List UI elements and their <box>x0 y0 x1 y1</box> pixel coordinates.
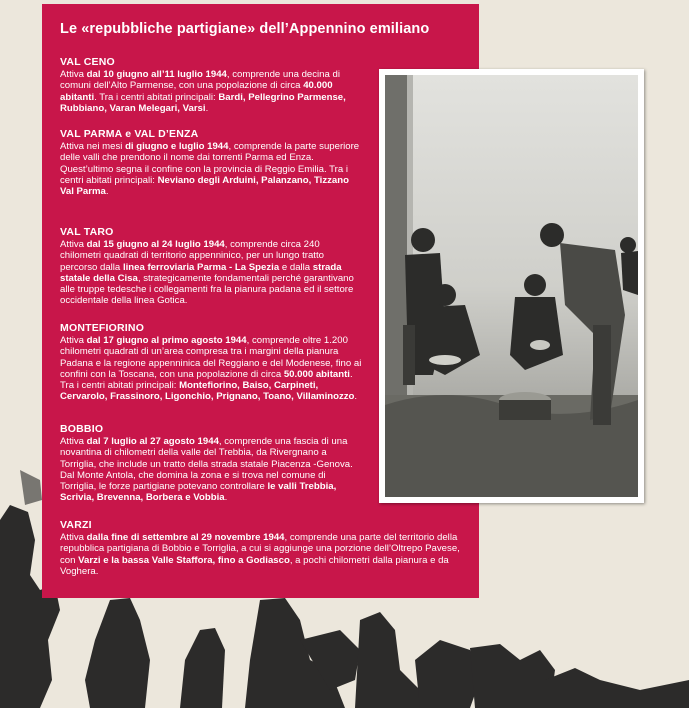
section-text-run: . Tra i centri abitati principali: <box>60 368 353 392</box>
historical-photo-frame <box>379 69 644 503</box>
section-text-bold: dal 10 giugno all’11 luglio 1944 <box>86 69 227 80</box>
section-text-bold: 40.000 abitanti <box>60 80 333 103</box>
section-text <box>60 141 363 197</box>
section-text-run: , comprende oltre 1.200 chilometri quadrati di un’area compresa tra i margini della pianura Padana e la regione appenninica del Reggiano e del Modenese, fino ai confini con la Toscana, con una popolazione di circa <box>60 335 362 380</box>
section-text-run: , comprende una parte del territorio della repubblica partigiana di Bobbio e Torriglia, a cui si aggiunge una porzione dell’Oltrepo Pavese, con <box>60 532 460 566</box>
section-text-bold: Montefiorino, Baiso, Carpineti, Cervarolo, Frassinoro, Ligonchio, Prignano, Toano, Villaminozzo <box>60 380 355 403</box>
section-text-run: . <box>205 102 209 114</box>
section-text <box>60 335 363 403</box>
section-text-run: Attiva <box>60 335 87 346</box>
section-text-bold: dal 15 giugno al 24 luglio 1944 <box>86 239 225 250</box>
section-text <box>60 436 363 504</box>
section-text-run: . <box>354 391 358 403</box>
section-text-bold: dalla fine di settembre al 29 novembre 1944 <box>86 532 285 543</box>
section-title: MONTEFIORINO <box>60 322 145 334</box>
section-text-run: , a pochi chilometri dalla pianura e da Voghera. <box>60 554 449 577</box>
section-text-run: e dalla <box>279 261 313 273</box>
section-text-bold: Bardi, Pellegrino Parmense, Rubbiano, Varan Melegari, Varsi <box>60 91 346 114</box>
section-text-bold: linea ferroviaria Parma - La Spezia <box>122 261 280 273</box>
section-text-bold: 50.000 abitanti <box>283 368 350 380</box>
section-text-bold: Varzi e la bassa Valle Staffora, fino a Godiasco <box>78 554 290 566</box>
section-text-run: . <box>105 186 109 198</box>
section-text-run: , comprende circa 240 chilometri quadrati di territorio appenninico, per un lungo tratto percorso dalla <box>60 239 324 273</box>
section-text-bold: dal 7 luglio al 27 agosto 1944 <box>86 436 219 447</box>
page-title: Le «repubbliche partigiane» dell’Appennino emiliano <box>60 21 430 37</box>
section-text-bold: di giugno e luglio 1944 <box>125 141 229 152</box>
section-text-run: Attiva <box>60 239 87 250</box>
section-text <box>60 239 363 307</box>
section-text-run: Attiva <box>60 532 87 543</box>
section-text-bold: Neviano degli Arduini, Palanzano, Tizzano Val Parma <box>60 174 349 198</box>
section-text-run: , comprende una decina di comuni dell’Alto Parmense, con una popolazione di circa <box>60 69 340 92</box>
section-text-run: , strategicamente fondamentali perché garantivano alle truppe tedesche i collegamenti fra la pianura padana ed il settore occidentale della linea Gotica. <box>60 272 354 307</box>
section-text-run: , comprende una fascia di una novantina di chilometri della valle del Trebbia, da Rivergnano a Torriglia, che include un tratto della strada statale Piacenza -Genova. Dal Monte Antola, che domina la zona e si trova nel comune di Torriglia, le forze partigiane potevano controllare <box>60 436 353 493</box>
section-title: VAL TARO <box>60 226 114 238</box>
section-text <box>60 532 460 577</box>
section-title: BOBBIO <box>60 423 104 435</box>
section-text-run: . Tra i centri abitati principali: <box>94 91 219 103</box>
section-text-run: . <box>224 492 228 504</box>
section-title: VARZI <box>60 519 92 531</box>
section-text <box>60 69 363 114</box>
section-title: VAL PARMA e VAL D’ENZA <box>60 128 199 140</box>
section-text-run: Attiva <box>60 436 87 447</box>
section-text-run: , comprende la parte superiore delle valli che prendono il nome dai torrenti Parma ed Enza. Quest’ultimo segna il confine con la provincia di Reggio Emilia. Tra i centri abitati principali: <box>60 141 360 186</box>
section-text-bold: le valli Trebbia, Scrivia, Brevenna, Borbera e Vobbia <box>60 481 337 504</box>
section-text-run: Attiva <box>60 69 87 80</box>
section-text-bold: strada statale della Cisa <box>60 261 342 284</box>
section-text-bold: dal 17 giugno al primo agosto 1944 <box>86 335 247 346</box>
partisans-cooking-photo <box>385 75 638 497</box>
section-varzi <box>60 519 460 577</box>
section-text-run: Attiva nei mesi <box>60 141 126 152</box>
section-title: VAL CENO <box>60 56 115 68</box>
